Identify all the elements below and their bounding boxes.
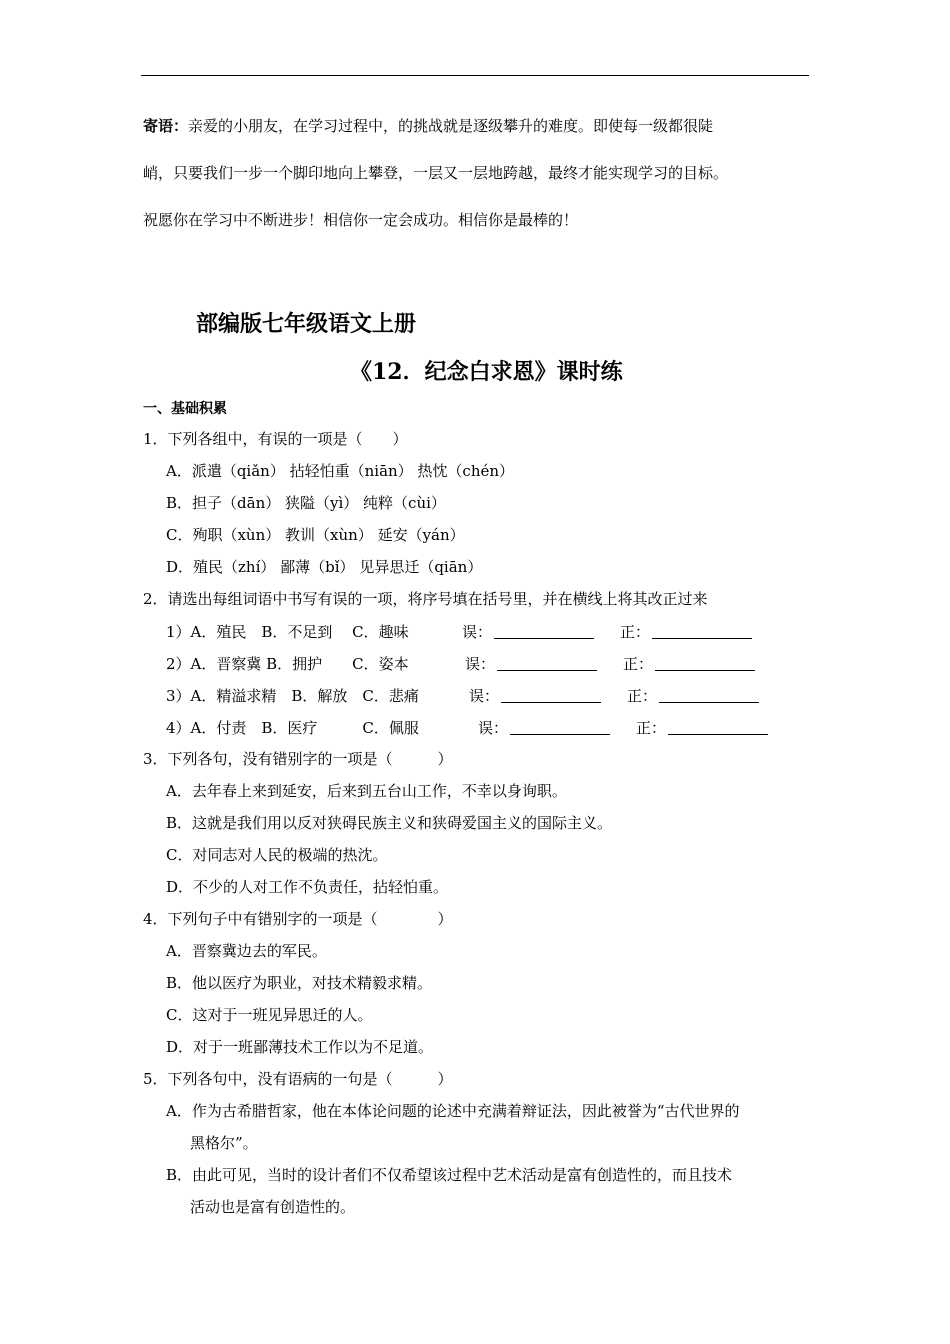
q1-option-d: D．殖民（zhí） 鄙薄（bǐ） 见异思迁（qiān） [166,558,483,576]
right-label: 正： [623,655,654,673]
q3-option-a: A．去年春上来到延安，后来到五台山工作，不幸以身询职。 [166,782,567,800]
q5-option-b-line-1: B．由此可见，当时的设计者们不仅希望该过程中艺术活动是富有创造性的，而且技术 [166,1166,733,1184]
q5-stem: 5．下列各句中，没有语病的一句是（ ） [143,1070,453,1088]
q2-row-items: 3）A．精溢求精 B．解放 C．悲痛 [166,687,419,705]
q4-option-c: C．这对于一班见异思迁的人。 [166,1006,373,1024]
wrong-blank[interactable] [497,656,597,671]
wrong-label: 误： [462,623,493,641]
q2-row-items: 2）A．晋察冀 B．拥护 C．姿本 [166,655,409,673]
q2-row-3 [166,688,759,704]
motto-label: 寄语： [143,117,189,135]
q3-option-b: B．这就是我们用以反对狭碍民族主义和狭碍爱国主义的国际主义。 [166,814,613,832]
q4-stem: 4．下列句子中有错别字的一项是（ ） [143,910,453,928]
wrong-blank[interactable] [494,624,594,639]
wrong-blank[interactable] [510,720,610,735]
q5-option-a-line-2: 黑格尔”。 [190,1134,258,1152]
q5-option-b-line-2: 活动也是富有创造性的。 [190,1198,356,1216]
motto-line-3: 祝愿你在学习中不断进步！相信你一定会成功。相信你是最棒的！ [143,211,579,229]
q1-option-c: C．殉职（xùn） 教训（xùn） 延安（yán） [166,526,465,544]
right-label: 正： [636,719,667,737]
motto-line-1 [143,119,713,134]
q1-option-a: A．派遣（qiǎn） 拈轻怕重（niān） 热忱（chén） [166,462,515,480]
header-rule [141,75,809,76]
right-blank[interactable] [652,624,752,639]
wrong-label: 误： [469,687,500,705]
q2-row-4 [166,720,768,736]
right-label: 正： [627,687,658,705]
motto-line-2: 峭，只要我们一步一个脚印地向上攀登，一层又一层地跨越，最终才能实现学习的目标。 [143,164,729,182]
q2-row-items: 1）A．殖民 B．不足到 C．趣味 [166,623,409,641]
q4-option-b: B．他以医疗为职业，对技术精毅求精。 [166,974,433,992]
wrong-blank[interactable] [501,688,601,703]
q2-stem: 2．请选出每组词语中书写有误的一项，将序号填在括号里，并在横线上将其改正过来 [143,590,708,608]
wrong-label: 误： [465,655,496,673]
q4-option-d: D．对于一班鄙薄技术工作以为不足道。 [166,1038,434,1056]
title-line-1: 部编版七年级语文上册 [196,311,417,337]
q1-stem: 1．下列各组中，有误的一项是（ ） [143,430,408,448]
q3-stem: 3．下列各句，没有错别字的一项是（ ） [143,750,453,768]
motto-text-1: 亲爱的小朋友，在学习过程中，的挑战就是逐级攀升的难度。即使每一级都很陡 [188,117,714,135]
q4-option-a: A．晋察冀边去的军民。 [166,942,327,960]
title-line-2: 《12．纪念白求恩》课时练 [350,359,623,385]
q2-row-items: 4）A．付责 B．医疗 C．佩服 [166,719,419,737]
q2-row-2 [166,656,755,672]
right-blank[interactable] [659,688,759,703]
q2-row-1 [166,624,752,640]
q3-option-d: D．不少的人对工作不负责任，拈轻怕重。 [166,878,449,896]
right-label: 正： [620,623,651,641]
section-heading: 一、基础积累 [143,401,227,417]
right-blank[interactable] [668,720,768,735]
q1-option-b: B．担子（dān） 狭隘（yì） 纯粹（cùi） [166,494,446,512]
right-blank[interactable] [655,656,755,671]
wrong-label: 误： [478,719,509,737]
q5-option-a-line-1: A．作为古希腊哲家，他在本体论问题的论述中充满着辩证法，因此被誉为“古代世界的 [166,1102,740,1120]
q3-option-c: C．对同志对人民的极端的热沈。 [166,846,388,864]
